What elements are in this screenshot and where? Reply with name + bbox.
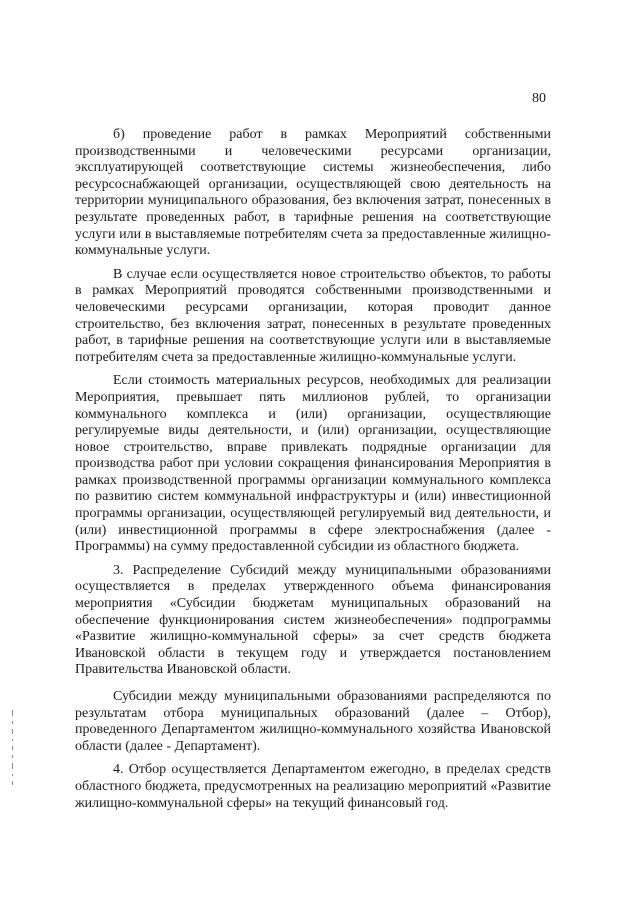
paragraph-b-own-resources: б) проведение работ в рамках Мероприятий собственными производственными и человеческими ресурсами организации, эксплуатирующей соответствующие системы жизнеобеспечения, либо ресурсоснабжающей организации, осуществляющей свою деятельность на территории муниципального образования, без включения затрат, понесенных в результате проведенных работ, в тарифные решения на соответствующие услуги или в выставляемые потребителям счета за предоставленные жилищно-коммунальные услуги. <box>75 127 551 259</box>
paragraph-3-distribution: 3. Распределение Субсидий между муниципальными образованиями осуществляется в пределах утвержденного объема финансирования мероприятия «Субсидии бюджетам муниципальных образований на обеспечение функционирования систем жизнеобеспечения» подпрограммы «Развитие жилищно-коммунальной сферы» за счет средств бюджета Ивановской области в текущем году и утверждается постановлением Правительства Ивановской области. <box>75 562 551 678</box>
paragraph-new-construction: В случае если осуществляется новое строительство объектов, то работы в рамках Мероприятий проводятся собственными производственными и человеческими ресурсами организации, которая проводит данное строительство, без включения затрат, понесенных в результате проведенных работ, в тарифные решения на соответствующие услуги или в выставляемые потребителям счета за предоставленные жилищно-коммунальные услуги. <box>75 266 551 365</box>
document-body <box>75 127 551 819</box>
scan-margin-marks <box>11 710 15 820</box>
paragraph-material-cost: Если стоимость материальных ресурсов, необходимых для реализации Мероприятия, превышает пять миллионов рублей, то организации коммунального комплекса и (или) организации, осуществляющие регулируемые виды деятельности, и (или) организации, осуществляющие новое строительство, вправе привлекать подрядные организации для производства работ при условии сокращения финансирования Мероприятия в рамках производственной программы организации коммунального комплекса по развитию систем коммунальной инфраструктуры и (или) инвестиционной программы организации, осуществляющей регулируемый вид деятельности, и (или) инвестиционной программы в сфере электроснабжения (далее - Программы) на сумму предоставленной субсидии из областного бюджета. <box>75 373 551 555</box>
paragraph-4-selection: 4. Отбор осуществляется Департаментом ежегодно, в пределах средств областного бюджета, предусмотренных на реализацию мероприятий «Развитие жилищно-коммунальной сферы» на текущий финансовый год. <box>75 762 551 811</box>
page-number: 80 <box>532 91 546 106</box>
paragraph-selection-results: Субсидии между муниципальными образованиями распределяются по результатам отбора муниципальных образований (далее – Отбор), проведенного Департаментом жилищно-коммунального хозяйства Ивановской области (далее - Департамент). <box>75 689 551 754</box>
